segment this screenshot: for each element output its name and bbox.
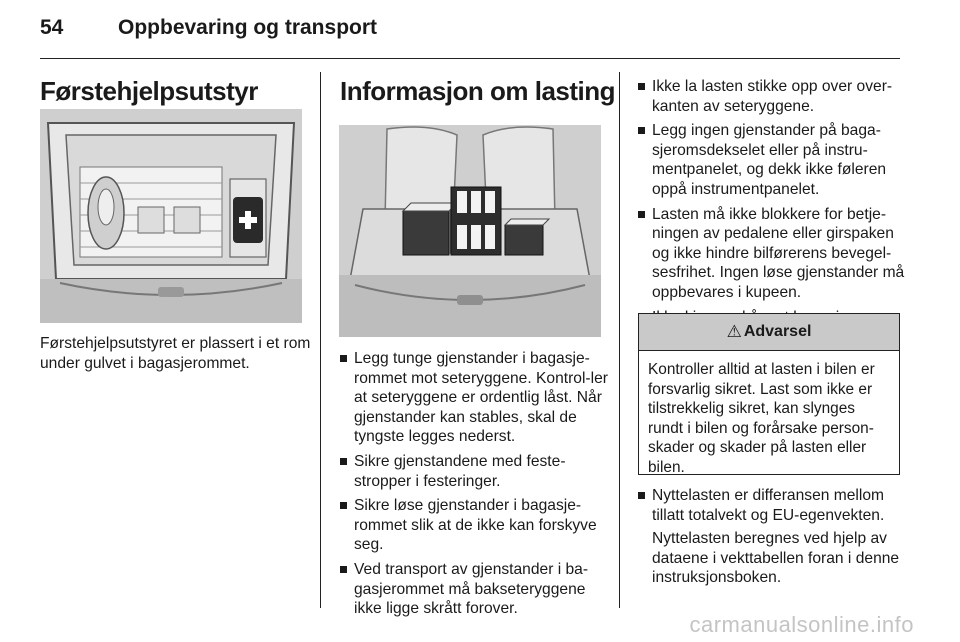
warning-triangle-icon: ⚠ bbox=[726, 322, 742, 341]
payload-definition: Nyttelasten er differansen mellom tillatt totalvekt og EU-egenvekten. bbox=[652, 487, 885, 524]
warning-box bbox=[638, 313, 900, 475]
list-item: Lasten må ikke blokkere for betje-ningen av pedalene eller girspaken og ikke hindre bilførerens bevegel-sesfrihet. Ingen løse gjenstander må oppbevares i kupeen. bbox=[638, 205, 906, 303]
list-item: Legg tunge gjenstander i bagasje-rommet mot seteryggene. Kontrol-ler at seteryggene er ordentlig låst. Når gjenstander kan stables, skal de tyngste legges nederst. bbox=[340, 349, 608, 447]
first-aid-heading: Førstehjelpsutstyr bbox=[40, 76, 258, 106]
loading-rules-list bbox=[638, 77, 906, 332]
warning-header bbox=[639, 314, 899, 351]
warning-text: Kontroller alltid at lasten i bilen er forsvarlig sikret. Last som ikke er tilstrekkelig sikret, kan slynges rundt i bilen og forårsake person-skader og skader på lasten eller bilen. bbox=[648, 361, 875, 476]
cargo-loading-illustration bbox=[339, 125, 601, 337]
loading-instructions-list bbox=[340, 349, 608, 624]
payload-list bbox=[638, 486, 906, 593]
header-rule bbox=[40, 58, 900, 59]
first-aid-description: Førstehjelpsutstyret er plassert i et rom under gulvet i bagasjerommet. bbox=[40, 335, 311, 372]
list-item: Ved transport av gjenstander i ba-gasjerommet må bakseteryggene ikke ligge skrått forover. bbox=[340, 560, 608, 619]
list-item bbox=[638, 486, 906, 588]
list-item: Legg ingen gjenstander på baga-sjeromsdekselet eller på instru-mentpanelet, og dekk ikke føleren oppå instrumentpanelet. bbox=[638, 121, 906, 199]
payload-note: Nyttelasten beregnes ved hjelp av dataene i vekttabellen foran i denne instruksjonsboken. bbox=[652, 530, 900, 587]
list-item: Sikre gjenstandene med feste-stropper i festeringer. bbox=[340, 452, 608, 491]
page-title: Oppbevaring og transport bbox=[118, 16, 378, 39]
watermark: carmanualsonline.info bbox=[689, 612, 914, 637]
page-number: 54 bbox=[40, 16, 64, 39]
list-item: Ikke la lasten stikke opp over over-kanten av seteryggene. bbox=[638, 77, 906, 116]
first-aid-illustration bbox=[40, 109, 302, 323]
list-item: Sikre løse gjenstander i bagasje-rommet slik at de ikke kan forskyve seg. bbox=[340, 496, 608, 555]
warning-title: Advarsel bbox=[743, 323, 812, 340]
loading-heading: Informasjon om lasting bbox=[340, 76, 616, 106]
column-divider bbox=[619, 72, 620, 608]
column-divider bbox=[320, 72, 321, 608]
